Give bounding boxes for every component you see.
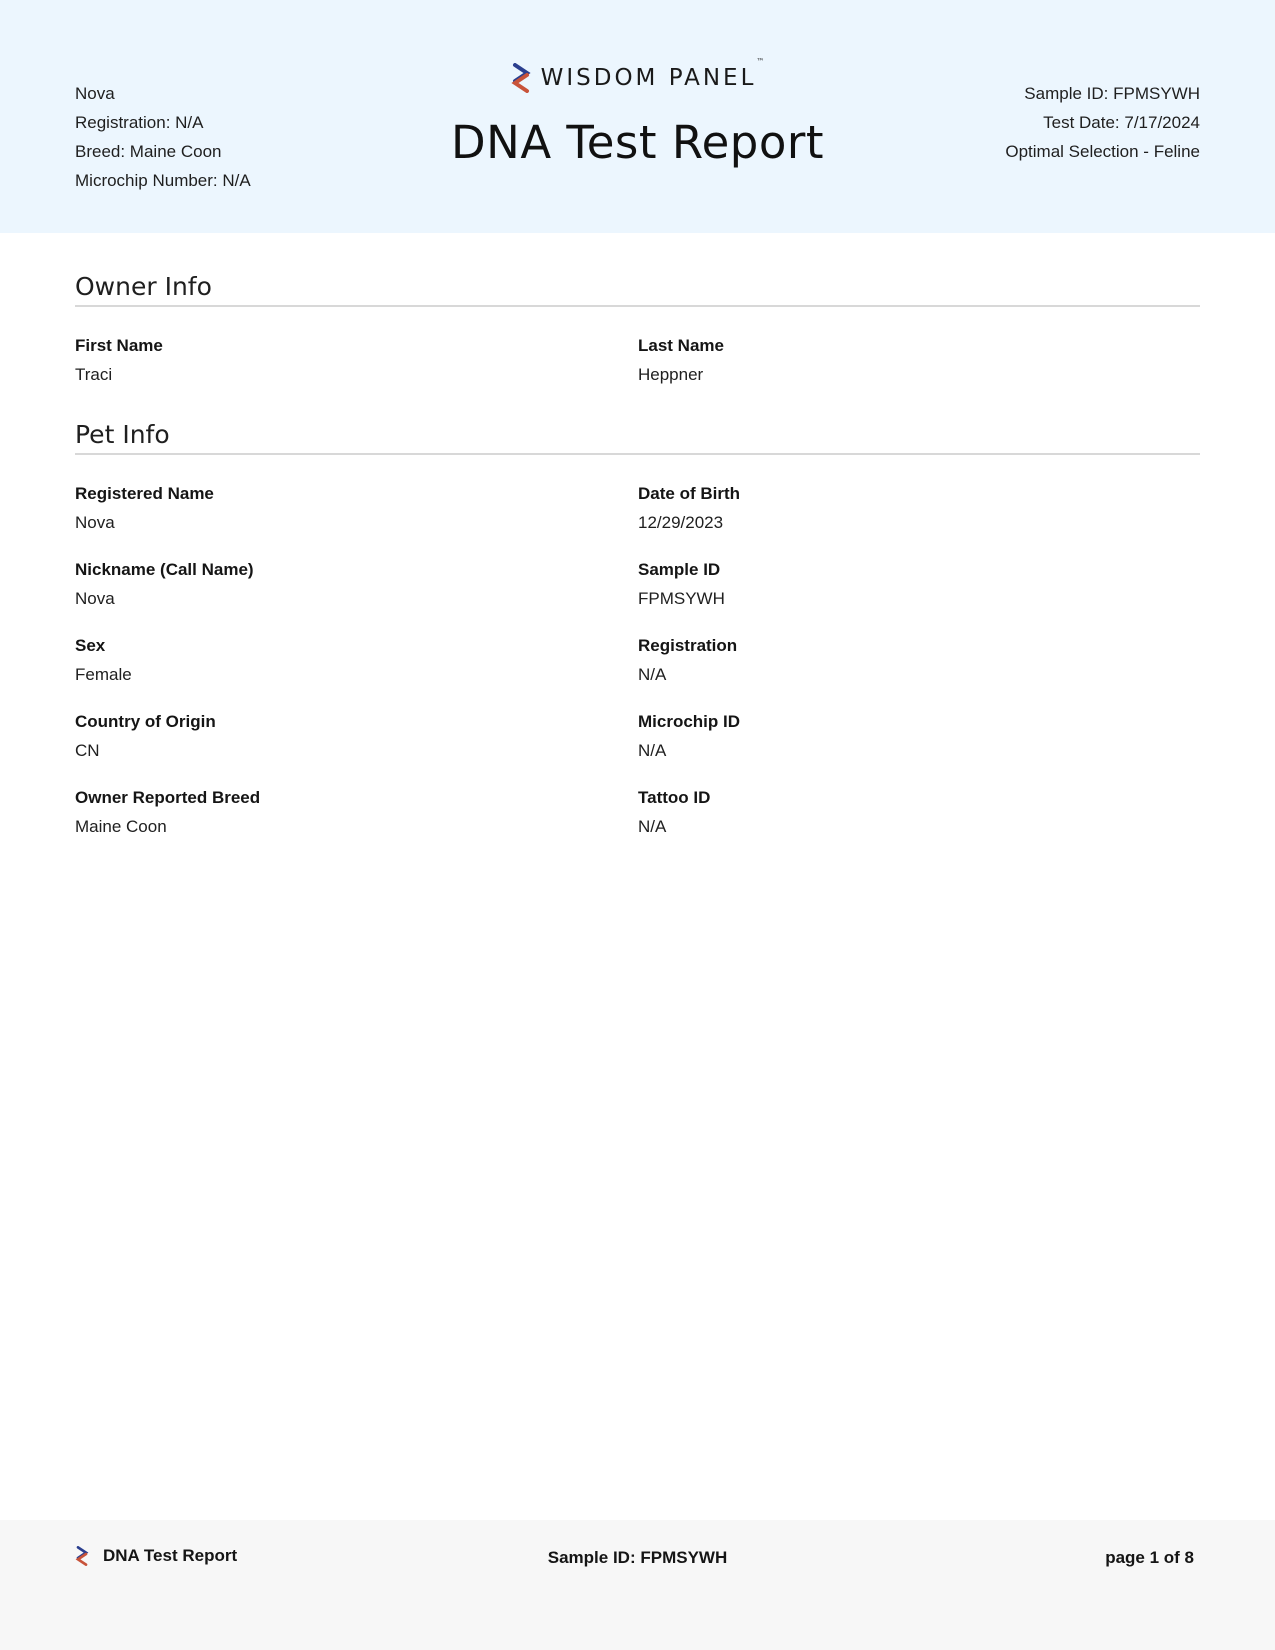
pet-summary-name: Nova — [75, 84, 115, 103]
footer-sample-id: Sample ID: FPMSYWH — [547, 1548, 728, 1567]
brand-logo — [511, 57, 765, 94]
field-sample-id — [638, 555, 1200, 613]
page-title: DNA Test Report — [451, 116, 824, 169]
field-value: Heppner — [638, 365, 704, 384]
field-label: Owner Reported Breed — [75, 788, 261, 807]
field-label: Sex — [75, 636, 106, 655]
page-number: page 1 of 8 — [1105, 1548, 1194, 1567]
section-title-pet-info: Pet Info — [75, 420, 1200, 455]
field-value: N/A — [638, 741, 667, 760]
field-registration — [638, 631, 1200, 689]
field-label: First Name — [75, 336, 163, 355]
pet-info-grid — [75, 479, 1200, 841]
test-summary-product: Optimal Selection - Feline — [1005, 142, 1200, 161]
field-label: Registration — [638, 636, 738, 655]
owner-info-section — [75, 272, 1200, 389]
pet-summary-microchip: Microchip Number: N/A — [75, 171, 251, 190]
field-value: CN — [75, 741, 100, 760]
field-label: Last Name — [638, 336, 724, 355]
field-label: Tattoo ID — [638, 788, 711, 807]
test-summary — [1005, 79, 1200, 166]
field-value: FPMSYWH — [638, 589, 725, 608]
field-registered-name — [75, 479, 638, 537]
field-first-name — [75, 331, 638, 389]
field-value: 12/29/2023 — [638, 513, 724, 532]
report-header — [0, 0, 1275, 233]
field-last-name — [638, 331, 1200, 389]
field-sex — [75, 631, 638, 689]
field-country-of-origin — [75, 707, 638, 765]
field-value: N/A — [638, 665, 667, 684]
field-nickname — [75, 555, 638, 613]
pet-info-section — [75, 420, 1200, 841]
brand-name: WISDOM PANEL™ — [540, 57, 765, 91]
footer-title: DNA Test Report — [103, 1546, 238, 1565]
field-label: Registered Name — [75, 484, 214, 503]
field-label: Country of Origin — [75, 712, 216, 731]
field-label: Sample ID — [638, 560, 721, 579]
pet-summary-registration: Registration: N/A — [75, 113, 204, 132]
field-microchip-id — [638, 707, 1200, 765]
owner-info-grid — [75, 331, 1200, 389]
field-value: Maine Coon — [75, 817, 167, 836]
field-date-of-birth — [638, 479, 1200, 537]
field-label: Date of Birth — [638, 484, 740, 503]
section-title-owner-info: Owner Info — [75, 272, 1200, 307]
field-value: Nova — [75, 513, 115, 532]
field-value: N/A — [638, 817, 667, 836]
field-value: Female — [75, 665, 132, 684]
field-owner-reported-breed — [75, 783, 638, 841]
dna-helix-icon — [511, 63, 531, 93]
field-tattoo-id — [638, 783, 1200, 841]
pet-summary-breed: Breed: Maine Coon — [75, 142, 222, 161]
report-footer — [0, 1520, 1275, 1650]
field-label: Nickname (Call Name) — [75, 560, 254, 579]
test-summary-sample-id: Sample ID: FPMSYWH — [1024, 84, 1200, 103]
field-value: Nova — [75, 589, 115, 608]
field-value: Traci — [75, 365, 113, 384]
test-summary-date: Test Date: 7/17/2024 — [1043, 113, 1200, 132]
field-label: Microchip ID — [638, 712, 741, 731]
